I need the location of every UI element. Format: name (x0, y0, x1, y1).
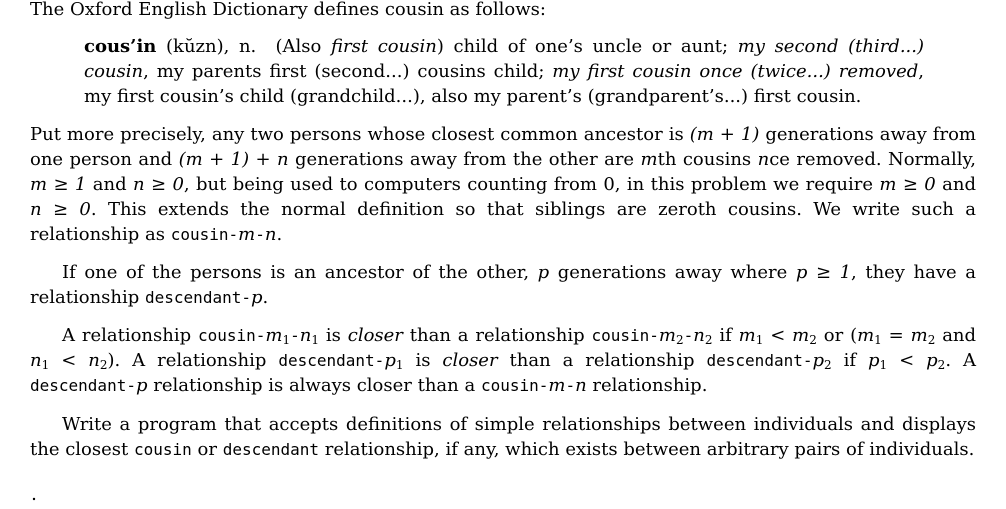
dictionary-quote: cous’in (kŭzn), n. (Also first cousin) child of one’s uncle or aunt; my second (third...) cousin, my parents first (second...) cousins child; my first cousin once (twice...) removed, my first cousin’s child (grandchild...), also my parent’s (grandparent’s...) first cousin. (84, 36, 925, 107)
cousin-code: cousin (170, 225, 229, 244)
truncated-glyph (30, 497, 38, 501)
intro-line: The Oxford English Dictionary defines cousin as follows: (30, 0, 546, 20)
definition-paragraph: Put more precisely, any two persons whose closest common ancestor is (m + 1) generations away from one person and (m + 1) + n generations away from the other are mth cousins nce removed. Normally, m ≥ 1 and n ≥ 0, but being used to computers counting from 0, in this problem we require m ≥ 0 and n ≥ 0. This extends the normal definition so that siblings are zeroth cousins. We write such a relationship as cousin-m-n. (30, 124, 977, 245)
problem-document (30, 0, 976, 462)
headword: cous’in (84, 36, 157, 57)
descendant-paragraph: If one of the persons is an ancestor of the other, p generations away where p ≥ 1, they have a relationship descendant-p. (30, 262, 976, 308)
task-paragraph: Write a program that accepts definitions of simple relationships between individuals and displays the closest cousin or descendant relationship, if any, which exists between arbitrary pairs of individuals. (30, 414, 976, 460)
closer-paragraph: A relationship cousin-$m_1-n_1$ is closer than a relationship cousin-$m_2-n_2$ if $m_1 < m_2$ or ($m_1 = m_2$ and $n_1 < n_2$). A relationship descendant-$p_1$ is closer than a relationship descendant-$p_2$ if $p_1 < p_2$. A descendant-p relationship is always closer than a cousin-m-n relationship. (30, 325, 977, 396)
descendant-code: descendant (145, 288, 242, 307)
